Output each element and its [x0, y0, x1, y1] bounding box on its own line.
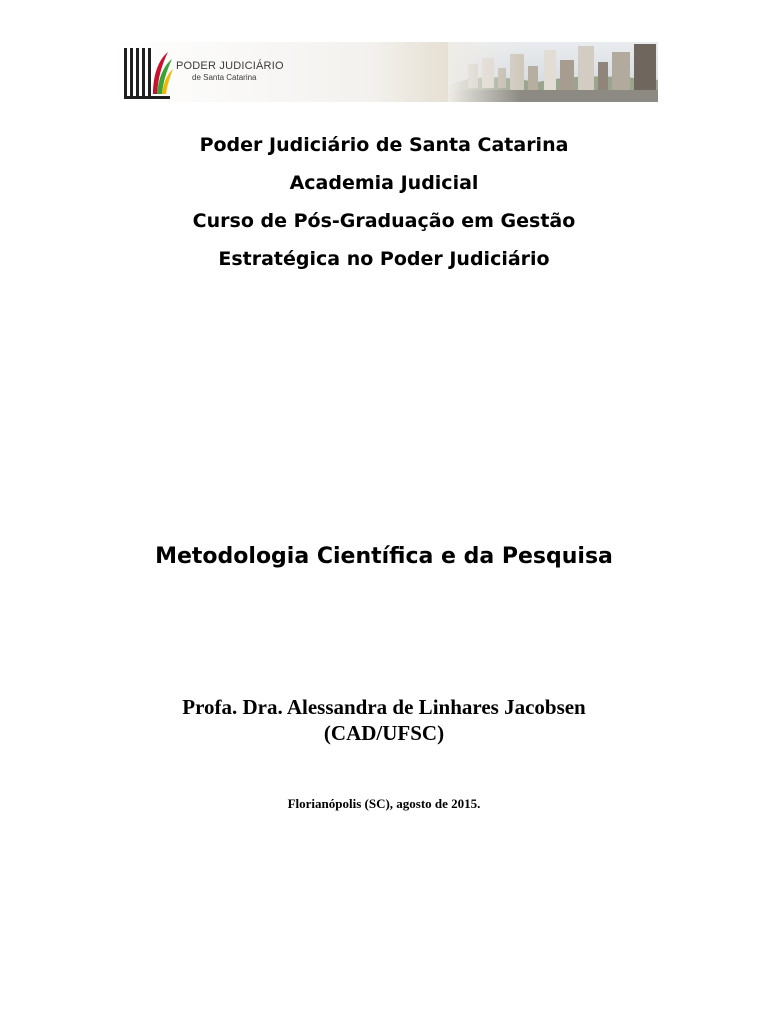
banner-text	[176, 61, 284, 82]
author-name: Profa. Dra. Alessandra de Linhares Jacobsen	[182, 695, 586, 719]
header-line-course-continued: Estratégica no Poder Judiciário	[218, 248, 550, 270]
banner-subtitle: de Santa Catarina	[192, 73, 257, 82]
institution-header	[0, 126, 768, 278]
place-date: Florianópolis (SC), agosto de 2015.	[287, 796, 481, 811]
author-block	[0, 694, 768, 746]
author-affiliation: (CAD/UFSC)	[323, 721, 445, 745]
city-skyline-photo	[448, 42, 658, 102]
header-line-course: Curso de Pós-Graduação em Gestão	[192, 210, 576, 232]
poder-judiciario-logo	[122, 46, 174, 100]
header-line-institution: Poder Judiciário de Santa Catarina	[199, 134, 569, 156]
header-line-academy: Academia Judicial	[289, 172, 479, 194]
header-banner	[110, 42, 658, 102]
course-title: Metodologia Científica e da Pesquisa	[155, 544, 613, 569]
banner-title: PODER JUDICIÁRIO	[176, 60, 284, 72]
